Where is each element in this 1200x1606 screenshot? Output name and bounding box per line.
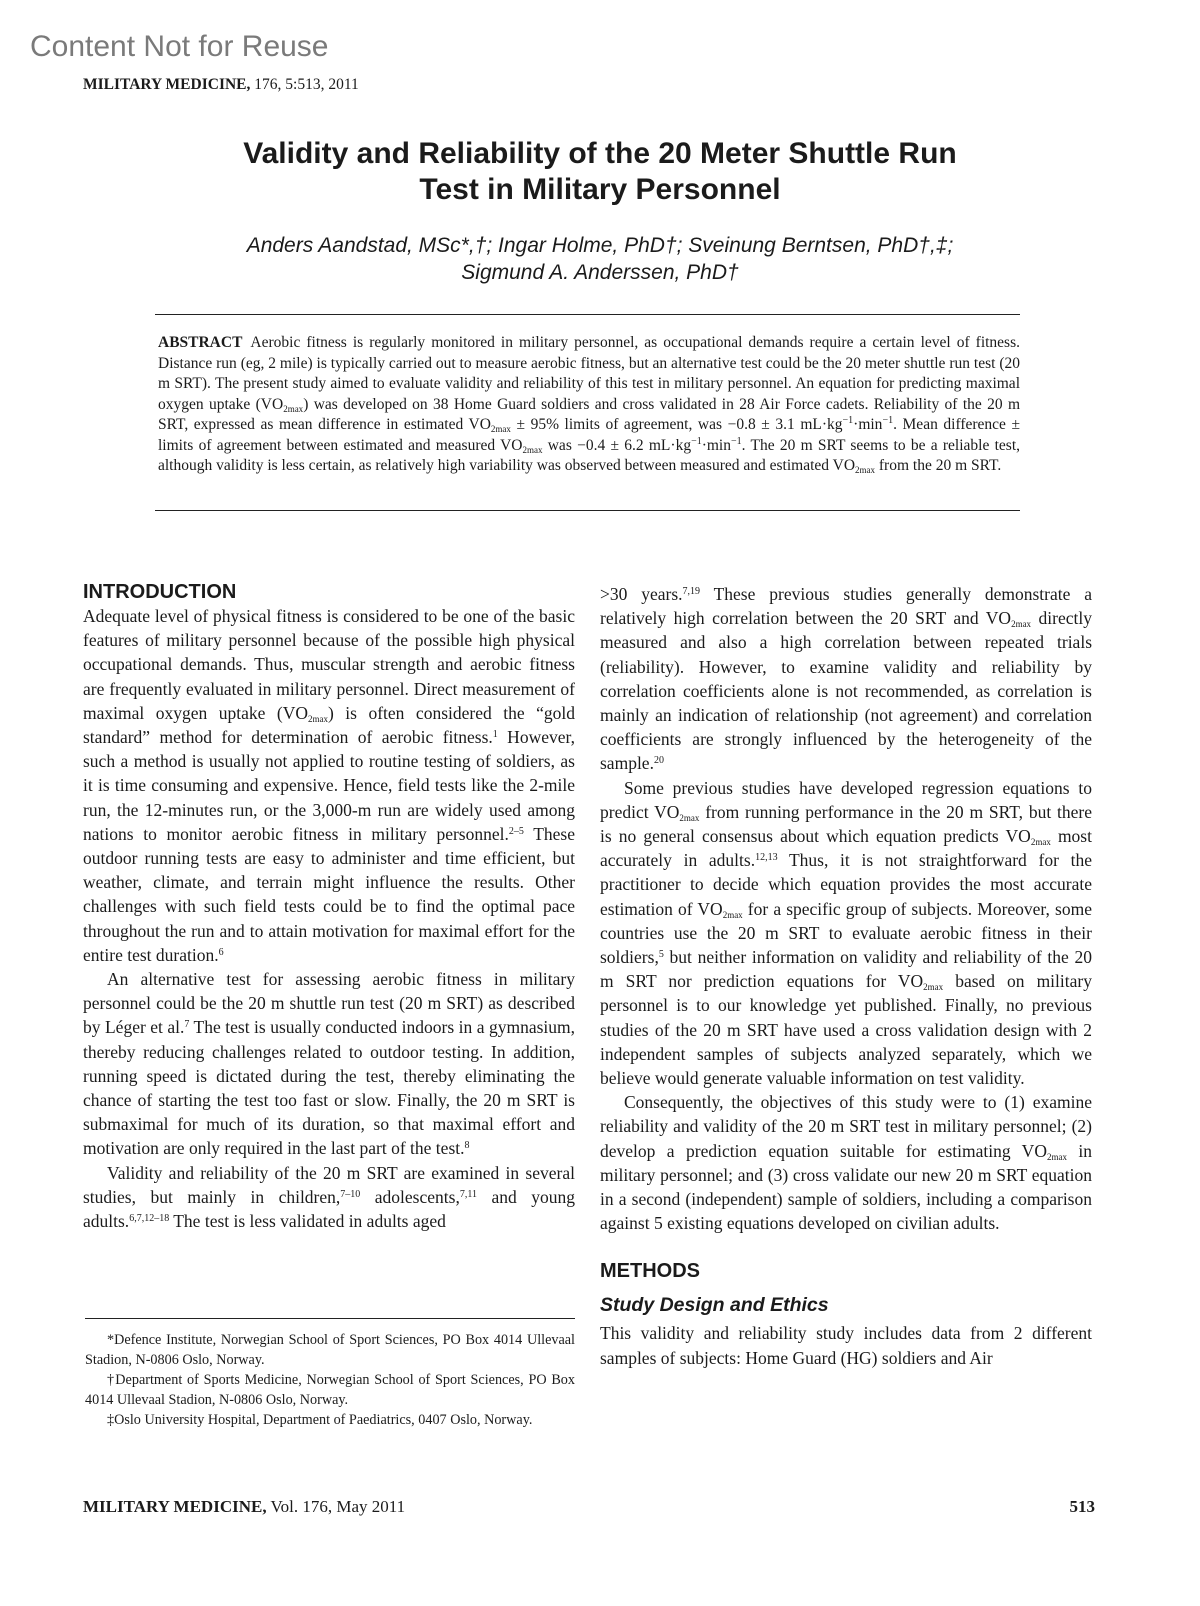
- methods-paragraph-1: This validity and reliability study includes data from 2 different samples of subjects: Home Guard (HG) soldiers and Air: [600, 1323, 1092, 1368]
- abstract-bottom-rule: [155, 510, 1020, 511]
- paragraph-text: These outdoor running tests are easy to administer and time efficient, but weather, climate, and terrain might influence the results. Other challenges with such field tests could be to find the optimal pace throughout the run and to attain motivation for maximal effort for the entire test duration.: [83, 823, 576, 965]
- abstract-text: from the 20 m SRT.: [875, 457, 1002, 474]
- intro-paragraph-1: [83, 604, 575, 967]
- paragraph-text: but neither information on validity and reliability of the 20 m SRT nor prediction equations for VO: [600, 947, 1092, 992]
- title-line-1: Validity and Reliability of the 20 Meter Shuttle Run: [243, 137, 957, 170]
- page-number: 513: [1069, 1497, 1095, 1516]
- citation-ref: 5: [658, 949, 664, 961]
- vo2max-subscript: 2max: [490, 424, 511, 434]
- intro-paragraph-3: [83, 1161, 575, 1234]
- vo2max-subscript: 2max: [923, 982, 944, 993]
- citation-ref: 8: [464, 1140, 470, 1152]
- paragraph-text: The test is less validated in adults aged: [169, 1211, 446, 1232]
- abstract-text: Aerobic fitness is regularly monitored in military personnel, as occupational demands require a certain level of fitness. Distance run (eg, 2 mile) is typically carried out to measure aerobic fitness, but an alternative test could be the 20 meter shuttle run test (20 m SRT). The present study aimed to evaluate validity and reliability of this test in military personnel. An equation for predicting maximal oxygen uptake (VO: [158, 334, 1020, 413]
- footnote-2: †Department of Sports Medicine, Norwegian School of Sport Sciences, PO Box 4014 Ullevaal Stadion, N-0806 Oslo, Norway.: [85, 1372, 575, 1408]
- page-footer: [83, 1497, 405, 1517]
- paragraph-text: based on military personnel is to our knowledge yet published. Finally, no previous studies of the 20 m SRT have used a cross validation design with 2 independent samples of subjects analyzed separately, which we believe would generate valuable information on test validity.: [600, 971, 1092, 1089]
- paragraph-text: Validity and reliability of the 20 m SRT are examined in several studies, but mainly in children,: [83, 1162, 575, 1207]
- paragraph-text: However, such a method is usually not applied to routine testing of soldiers, as it is time consuming and expensive. Hence, field tests like the 2-mile run, the 12-minutes run, or the 3,000-m run are widely used among nations to monitor aerobic fitness in military personnel.: [83, 727, 575, 844]
- abstract-top-rule: [155, 314, 1020, 315]
- running-head: [83, 76, 359, 94]
- abstract: [158, 333, 1020, 477]
- abstract-text: . Mean difference ± limits of agreement between estimated and measured VO: [158, 416, 1021, 454]
- footer-journal: MILITARY MEDICINE,: [83, 1497, 267, 1516]
- citation-ref: 7: [184, 1019, 190, 1031]
- paragraph-text: >30 years.: [600, 584, 683, 604]
- citation-ref: 7,19: [682, 586, 701, 597]
- vo2max-subscript: 2max: [522, 444, 543, 455]
- intro-paragraph-2: [83, 967, 575, 1161]
- paragraph-text: from running performance in the 20 m SRT, but there is no general consensus about which equation predicts VO: [600, 801, 1093, 847]
- citation-ref: 7,11: [459, 1188, 477, 1200]
- vo2max-subscript: 2max: [307, 713, 328, 724]
- title-line-2: Test in Military Personnel: [419, 173, 781, 206]
- vo2max-subscript: 2max: [1030, 837, 1051, 848]
- vo2max-subscript: 2max: [722, 909, 743, 920]
- exponent: −1: [731, 435, 742, 447]
- abstract-text: . The 20 m SRT seems to be a reliable test, although validity is less certain, as relatively high variability was observed between measured and estimated VO: [158, 436, 1020, 474]
- footnote-rule: [85, 1318, 575, 1319]
- paragraph-text: Thus, it is not straightforward for the practitioner to decide which equation provides the most accurate estimation of VO: [600, 850, 1092, 919]
- abstract-text: was −0.4 ± 6.2 mL·kg: [542, 436, 692, 454]
- footnote-1: *Defence Institute, Norwegian School of Sport Sciences, PO Box 4014 Ullevaal Stadion, N-0806 Oslo, Norway.: [85, 1332, 575, 1368]
- exponent: −1: [691, 435, 702, 447]
- abstract-label: ABSTRACT: [158, 334, 243, 351]
- running-head-citation: 176, 5:513, 2011: [254, 76, 359, 93]
- exponent: −1: [842, 415, 854, 426]
- citation-ref: 20: [653, 755, 664, 767]
- paragraph-text: Some previous studies have developed regression equations to predict VO: [600, 777, 1092, 822]
- citation-ref: 6: [218, 946, 224, 958]
- footnote-3: ‡Oslo University Hospital, Department of Paediatrics, 0407 Oslo, Norway.: [107, 1412, 533, 1428]
- paragraph-text: Consequently, the objectives of this study were to (1) examine reliability and validity of the 20 m SRT test in military personnel; (2) develop a prediction equation suitable for estimating VO: [600, 1092, 1092, 1161]
- exponent: −1: [882, 415, 894, 426]
- methods-heading: METHODS: [600, 1260, 700, 1283]
- paragraph-text: ) is often considered the “gold standard” method for determination of aerobic fitness.: [83, 702, 575, 748]
- footer-issue: Vol. 176, May 2011: [270, 1497, 406, 1516]
- abstract-text: ) was developed on 38 Home Guard soldiers and cross validated in 28 Air Force cadets. Reliability of the 20 m SRT, expressed as mean difference in estimated VO: [158, 395, 1020, 433]
- introduction-heading: INTRODUCTION: [83, 581, 237, 603]
- author-list: [150, 232, 1050, 286]
- paragraph-text: directly measured and also a high correlation between repeated trials (reliability). However, to examine validity and reliability by correlation coefficients alone is not recommended, as correlation is mainly an indication of relationship (not agreement) and correlation coefficients are strongly influenced by the heterogeneity of the sample.: [600, 608, 1093, 774]
- citation-ref: 1: [492, 729, 498, 741]
- right-column: [600, 582, 1092, 1370]
- article-title: [150, 136, 1050, 208]
- authors-line-2: Sigmund A. Anderssen, PhD†: [461, 261, 739, 284]
- abstract-text: ·min: [701, 436, 731, 454]
- paragraph-text: for a specific group of subjects. Moreover, some countries use the 20 m SRT to evaluate aerobic fitness in their soldiers,: [600, 898, 1092, 968]
- left-column: [83, 580, 575, 1233]
- vo2max-subscript: 2max: [1011, 619, 1032, 630]
- affiliation-footnotes: [85, 1330, 575, 1430]
- study-design-heading: Study Design and Ethics: [600, 1294, 829, 1317]
- intro-paragraph-6: [600, 1090, 1092, 1235]
- abstract-text: ± 95% limits of agreement, was −0.8 ± 3.1 mL·kg: [510, 416, 843, 433]
- authors-line-1: Anders Aandstad, MSc*,†; Ingar Holme, PhD†; Sveinung Berntsen, PhD†,‡;: [246, 234, 954, 257]
- paragraph-text: The test is usually conducted indoors in a gymnasium, thereby reducing challenges related to outdoor testing. In addition, running speed is dictated during the test, thereby eliminating the chance of starting the test too fast or slow. Finally, the 20 m SRT is submaximal for much of its duration, so that maximal effort and motivation are only required in the last part of the test.: [83, 1017, 575, 1159]
- running-head-journal: MILITARY MEDICINE,: [83, 76, 251, 93]
- paragraph-text: Adequate level of physical fitness is considered to be one of the basic features of military personnel because of the possible high physical occupational demands. Thus, muscular strength and aerobic fitness are frequently evaluated in military personnel. Direct measurement of maximal oxygen uptake (VO: [83, 606, 575, 723]
- abstract-text: ·min: [853, 416, 883, 433]
- citation-ref: 2–5: [508, 825, 524, 837]
- citation-ref: 6,7,12–18: [129, 1213, 170, 1225]
- paragraph-text: most accurately in adults.: [600, 826, 1092, 871]
- intro-paragraph-5: [600, 776, 1092, 1091]
- intro-paragraph-4: [600, 582, 1092, 776]
- paragraph-text: in military personnel; and (3) cross validate our new 20 m SRT equation in a second (independent) sample of soldiers, including a comparison against 5 existing equations developed on civilian adults.: [600, 1140, 1092, 1234]
- paragraph-text: and young adults.: [83, 1186, 575, 1232]
- vo2max-subscript: 2max: [283, 403, 304, 414]
- watermark: Content Not for Reuse: [30, 30, 329, 63]
- vo2max-subscript: 2max: [855, 465, 876, 475]
- vo2max-subscript: 2max: [679, 812, 700, 823]
- vo2max-subscript: 2max: [1046, 1151, 1067, 1162]
- paragraph-text: These previous studies generally demonstrate a relatively high correlation between the 20 SRT and VO: [600, 584, 1093, 629]
- citation-ref: 12,13: [755, 852, 778, 864]
- paragraph-text: adolescents,: [360, 1186, 460, 1207]
- citation-ref: 7–10: [340, 1188, 361, 1200]
- paragraph-text: An alternative test for assessing aerobic fitness in military personnel could be the 20 m shuttle run test (20 m SRT) as described by Léger et al.: [83, 969, 575, 1038]
